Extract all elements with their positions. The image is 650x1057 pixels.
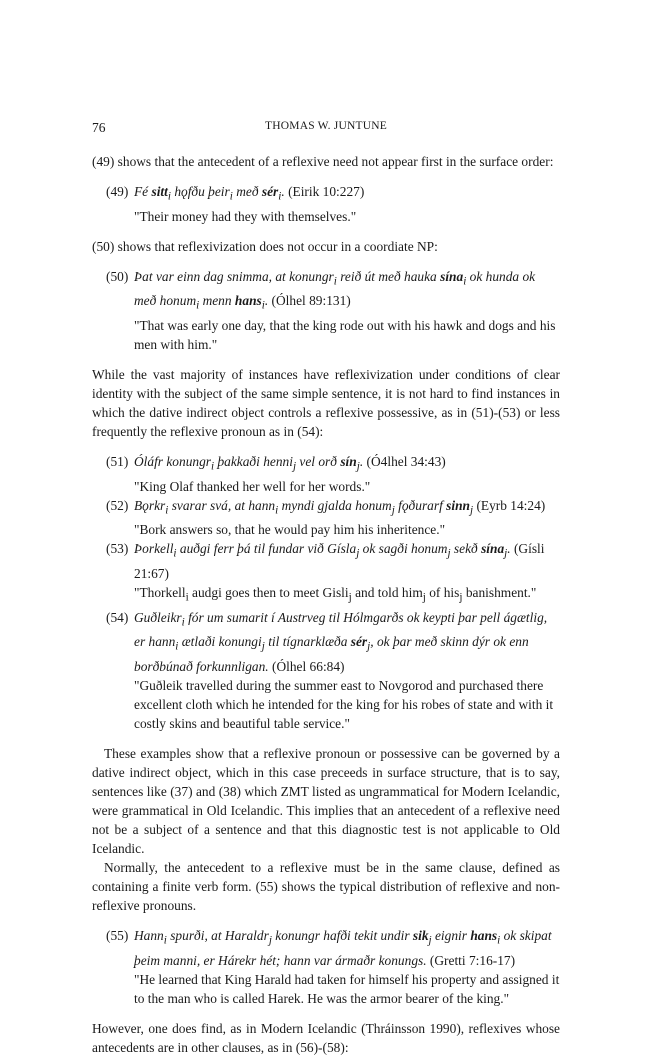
example-number: (51) — [106, 454, 129, 470]
example-translation: "Thorkell$_i$ audgi goes then to meet Gisli$_j$ and told him$_j$ of his$_j$ banishment." — [134, 585, 537, 604]
example-translation: "Their money had they with themselves." — [134, 208, 357, 224]
example-source: (Gísli 21:67) — [134, 541, 545, 582]
example-number: (54) — [106, 609, 129, 625]
example-translation: "That was early one day, that the king rode out with his hawk and dogs and his men with him." — [134, 318, 556, 353]
page-header — [92, 120, 560, 140]
example-number: (49) — [106, 184, 129, 199]
example-original: Fé sitt$_i$ hǫfðu þeir$_i$ með sér$_i$. (Eirik 10:227) — [134, 184, 365, 203]
example-number: (50) — [106, 268, 129, 284]
paragraph-50-intro: (50) shows that reflexivization does not occur in a coordiate NP: — [92, 238, 438, 254]
paragraph-other-clauses: However, one does find, as in Modern Icelandic (Thráinsson 1990), reflexives whose antecedents are in other clauses, as in (56)-(58): — [92, 1020, 560, 1055]
example-52 — [106, 496, 560, 540]
example-source: (Eyrb 14:24) — [476, 497, 546, 513]
example-source: (Ólhel 89:131) — [271, 293, 351, 309]
example-number: (53) — [106, 541, 129, 557]
example-source: (Gretti 7:16-17) — [429, 952, 516, 968]
paragraph-49-intro: (49) shows that the antecedent of a reflexive need not appear first in the surface order: — [92, 154, 554, 169]
running-head: THOMAS W. JUNTUNE — [265, 120, 387, 132]
example-translation: "He learned that King Harald had taken for himself his property and assigned it to the man who is called Harek. He was the armor bearer of the king." — [134, 971, 560, 1006]
example-original: Þat var einn dag snimma, at konungr$_i$ reið út með hauka sína$_i$ ok hunda ok með honum$_i$ menn hans$_i$. (Ólhel 89:131) — [134, 268, 536, 313]
example-55 — [106, 926, 560, 1008]
page-body — [92, 152, 560, 1057]
paragraph-same-clause: Normally, the antecedent to a reflexive must be in the same clause, defined as containing a finite verb form. (55) shows the typical distribution of reflexive and non-reflexive pronouns. — [92, 860, 560, 914]
example-49 — [106, 182, 560, 226]
example-source: (Ólhel 66:84) — [272, 659, 345, 675]
example-translation: "King Olaf thanked her well for her words." — [134, 478, 371, 494]
example-translation: "Guðleik travelled during the summer east to Novgorod and purchased there excellent cloth which he intended for the king for his robes of state and with it costly skins and beautiful table service." — [134, 678, 554, 732]
example-number: (52) — [106, 497, 129, 513]
example-original: Hann$_i$ spurði, at Haraldr$_j$ konungr hafði tekit undir sik$_j$ eignir hans$_i$ ok skipat þeim manni, er Hárekr hét; hann var ármaðr konungs. (Gretti 7:16-17) — [134, 928, 552, 968]
paragraph-dative-intro: While the vast majority of instances have reflexivization under conditions of clear identity with the subject of the same simple sentence, it is not hard to find instances in which the dative indirect object controls a reflexive possessive, as in (51)-(53) or less frequently the reflexive pronoun as in (54): — [92, 367, 560, 440]
example-original: Þorkell$_i$ auðgi ferr þá til fundar við Gísla$_j$ ok sagði honum$_j$ sekð sína$_j$. (Gísli 21:67) — [134, 541, 545, 582]
paragraph-dative-discussion: These examples show that a reflexive pronoun or possessive can be governed by a dative indirect object, which in this case preceeds in surface structure, that is to say, sentences like (37) and (38) which ZMT listed as ungrammatical for Modern Icelandic, were grammatical in Old Icelandic. This implies that an antecedent of a reflexive need not be a subject of a sentence and that this diagnostic test is not applicable to Old Icelandic. — [92, 746, 560, 857]
example-original: Óláfr konungr$_i$ þakkaði henni$_j$ vel orð sín$_j$. (Ó4lhel 34:43) — [134, 454, 446, 473]
example-51 — [106, 452, 560, 496]
page-number: 76 — [92, 120, 106, 135]
example-50 — [106, 267, 560, 354]
example-54 — [106, 608, 560, 733]
example-translation: "Bork answers so, that he would pay him his inheritence." — [134, 522, 446, 538]
example-source: (Eirik 10:227) — [288, 184, 365, 199]
example-number: (55) — [106, 928, 129, 944]
example-53 — [106, 539, 560, 607]
example-original: Guðleikr$_i$ fór um sumarit í Austrveg til Hólmgarðs ok keypti þar pell ágætlig, er hann$_i$ ætlaði konungi$_j$ til tígnarklæða sér$_j$, ok þar með skinn dýr ok enn borðbúnað forkunnligan. (Ólhel 66:84) — [134, 609, 548, 675]
example-original: Bǫrkr$_i$ svarar svá, at hann$_i$ myndi gjalda honum$_j$ fǫðurarf sinn$_j$ (Eyrb 14:24) — [134, 497, 546, 517]
example-source: (Ó4lhel 34:43) — [366, 454, 446, 470]
